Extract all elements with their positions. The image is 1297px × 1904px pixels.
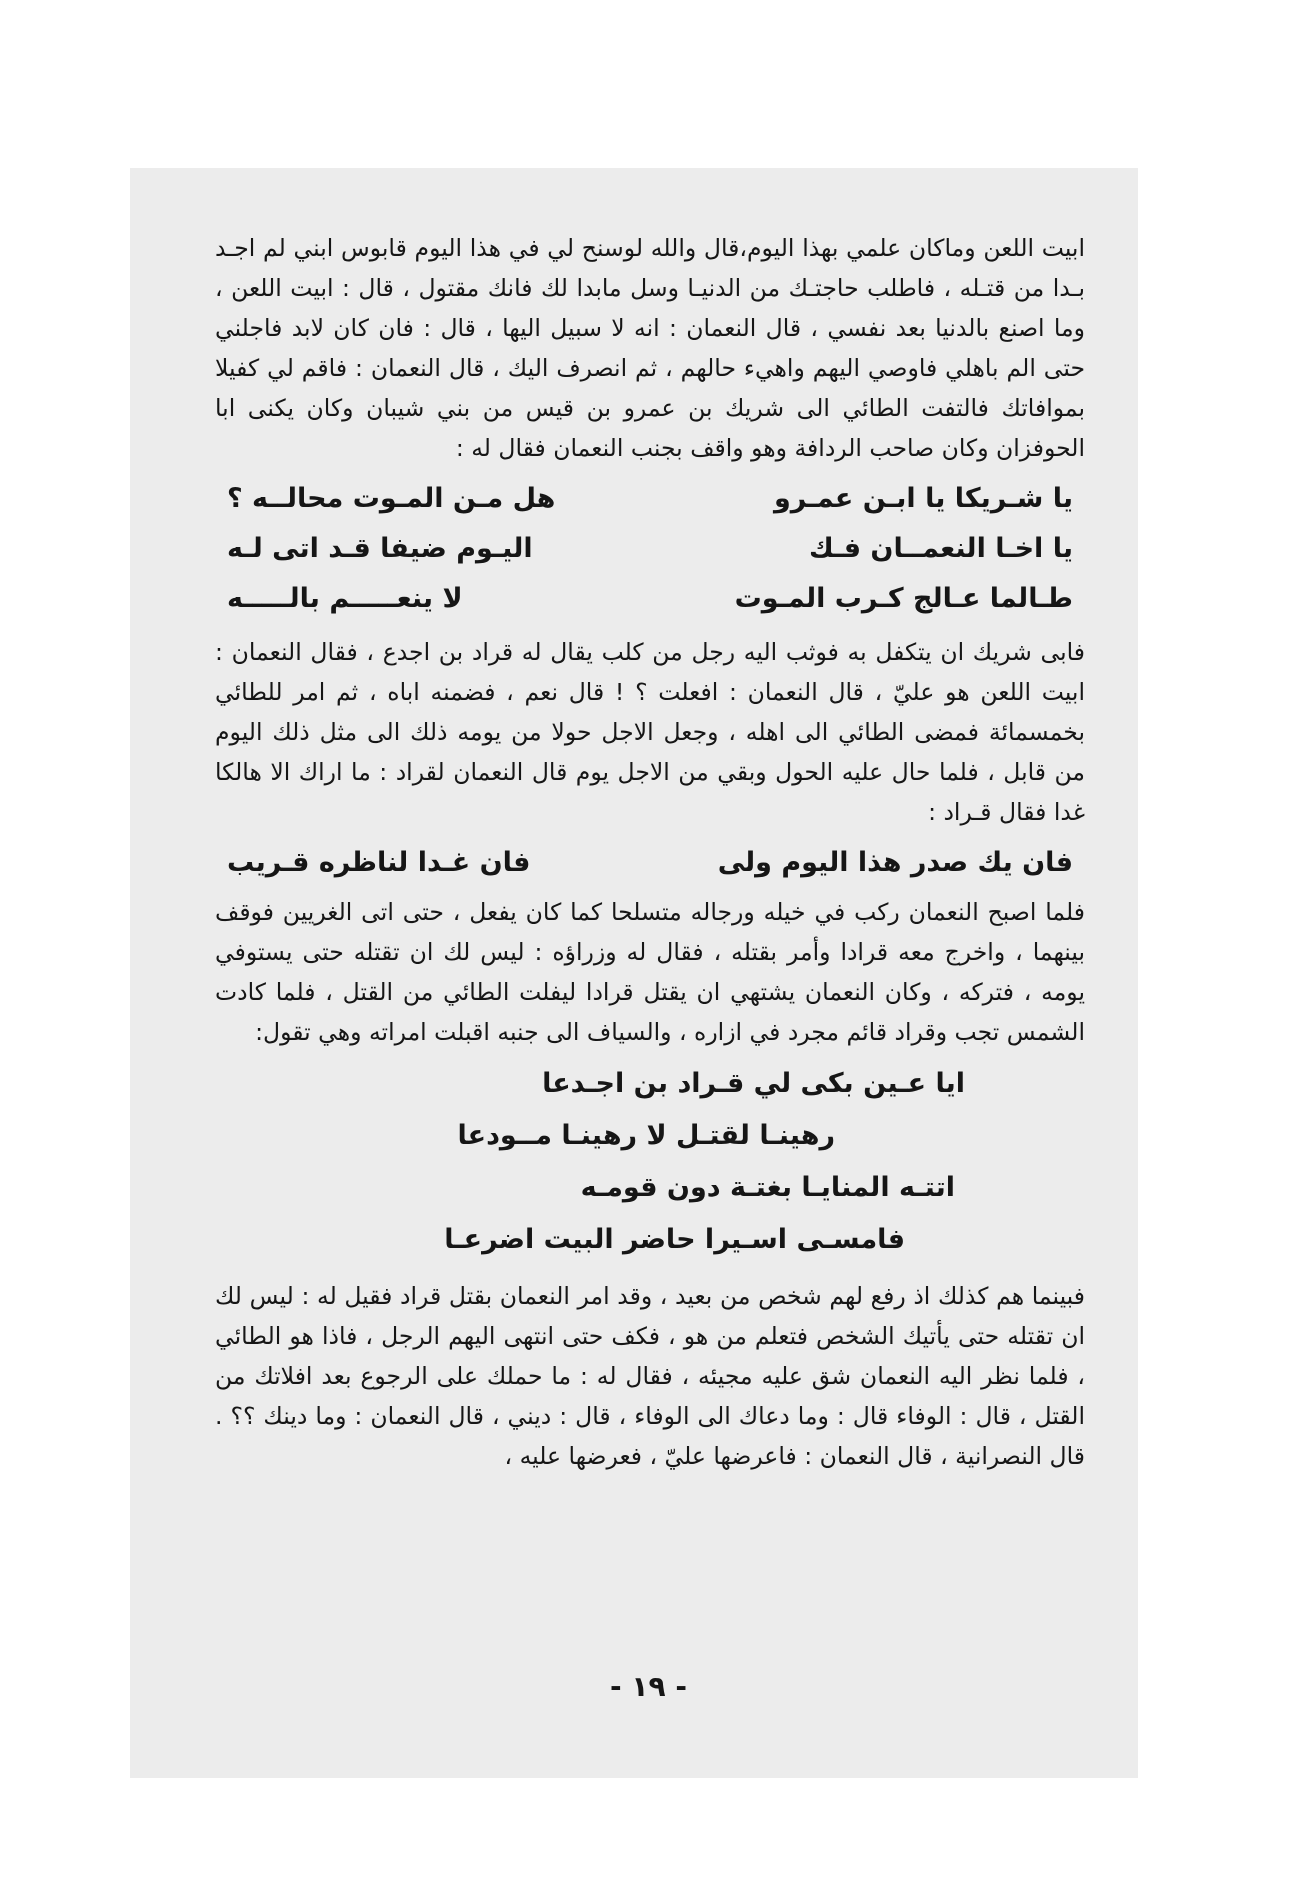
poem-line: رهينـا لقتـل لا رهينـا مــودعا (457, 1120, 835, 1151)
verse-block-1 (215, 474, 1085, 624)
paragraph-2: فابى شريك ان يتكفل به فوثب اليه رجل من كلب يقال له قراد بن اجدع ، فقال النعمان : ابيت اللعن هو عليّ ، قال النعمان : افعلت ؟ ! قال نعم ، فضمنه اباه ، ثم امر للطائي بخمسمائة فمضى الطائي الى اهله ، وجعل الاجل حولا من يومه ذلك الى مثل ذلك اليوم من قابل ، فلما حال عليه الحول وبقي من الاجل يوم قال النعمان لقراد : ما اراك الا هالكا غدا فقال قـراد : (215, 638, 1085, 826)
verse-second-hemistich: اليـوم ضيفا قـد اتى لـه (227, 533, 533, 564)
verse-first-hemistich: يا اخـا النعمــان فـك (808, 533, 1073, 564)
verse-line (215, 574, 1085, 624)
verse-second-hemistich: لا ينعـــــم بالـــــه (227, 583, 463, 614)
verse-second-hemistich: فان غـدا لناظره قـريب (227, 847, 531, 878)
page-body (215, 228, 1085, 1476)
verse-line-2 (215, 838, 1085, 888)
verse-line (215, 474, 1085, 524)
poem-line: ايا عـين بكى لي قـراد بن اجـدعا (542, 1068, 965, 1099)
poem-block (215, 1058, 1085, 1266)
poem-line: فامسـى اسـيرا حاضر البيت اضرعـا (444, 1224, 905, 1255)
verse-first-hemistich: طـالما عـالج كـرب المـوت (734, 583, 1073, 614)
page-number: - ١٩ - (610, 1670, 687, 1703)
verse-first-hemistich: فان يك صدر هذا اليوم ولى (717, 847, 1073, 878)
verse-line (215, 524, 1085, 574)
verse-first-hemistich: يا شـريكا يا ابـن عمـرو (774, 483, 1073, 514)
poem-line: اتتـه المنايـا بغتـة دون قومـه (580, 1172, 955, 1203)
paragraph-1: ابيت اللعن وماكان علمي بهذا اليوم،قال والله لوسنح لي في هذا اليوم قابوس ابني لم اجـد بـدا من قتـله ، فاطلب حاجتـك من الدنيـا وسل مابدا لك فانك مقتول ، قال : ابيت اللعن ، وما اصنع بالدنيا بعد نفسي ، قال النعمان : انه لا سبيل اليها ، قال : فان كان لابد فاجلني حتى الم باهلي فاوصي اليهم واهيء حالهم ، ثم انصرف اليك ، قال النعمان : فاقم لي كفيلا بموافاتك فالتفت الطائي الى شريك بن عمرو بن قيس من بني شيبان وكان يكنى ابا الحوفزان وكان صاحب الردافة وهو واقف بجنب النعمان فقال له : (215, 234, 1085, 462)
paragraph-3: فلما اصبح النعمان ركب في خيله ورجاله متسلحا كما كان يفعل ، حتى اتى الغريين فوقف بينهما ، واخرج معه قرادا وأمر بقتله ، فقال له وزراؤه : ليس لك ان تقتله حتى يستوفي يومه ، فتركه ، وكان النعمان يشتهي ان يقتل قرادا ليفلت الطائي من القتل ، فلما كادت الشمس تجب وقراد قائم مجرد في ازاره ، والسياف الى جنبه اقبلت امراته وهي تقول: (215, 898, 1085, 1046)
paragraph-4: فبينما هم كذلك اذ رفع لهم شخص من بعيد ، وقد امر النعمان بقتل قراد فقيل له : ليس لك ان تقتله حتى يأتيك الشخص فتعلم من هو ، فكف حتى انتهى اليهم الرجل ، فاذا هو الطائي ، فلما نظر اليه النعمان شق عليه مجيئه ، فقال له : ما حملك على الرجوع بعد افلاتك من القتل ، قال : الوفاء قال : وما دعاك الى الوفاء ، قال : ديني ، قال النعمان : وما دينك ؟؟ . قال النصرانية ، قال النعمان : فاعرضها عليّ ، فعرضها عليه ، (215, 1282, 1085, 1470)
verse-second-hemistich: هل مـن المـوت محالــه ؟ (227, 483, 556, 514)
